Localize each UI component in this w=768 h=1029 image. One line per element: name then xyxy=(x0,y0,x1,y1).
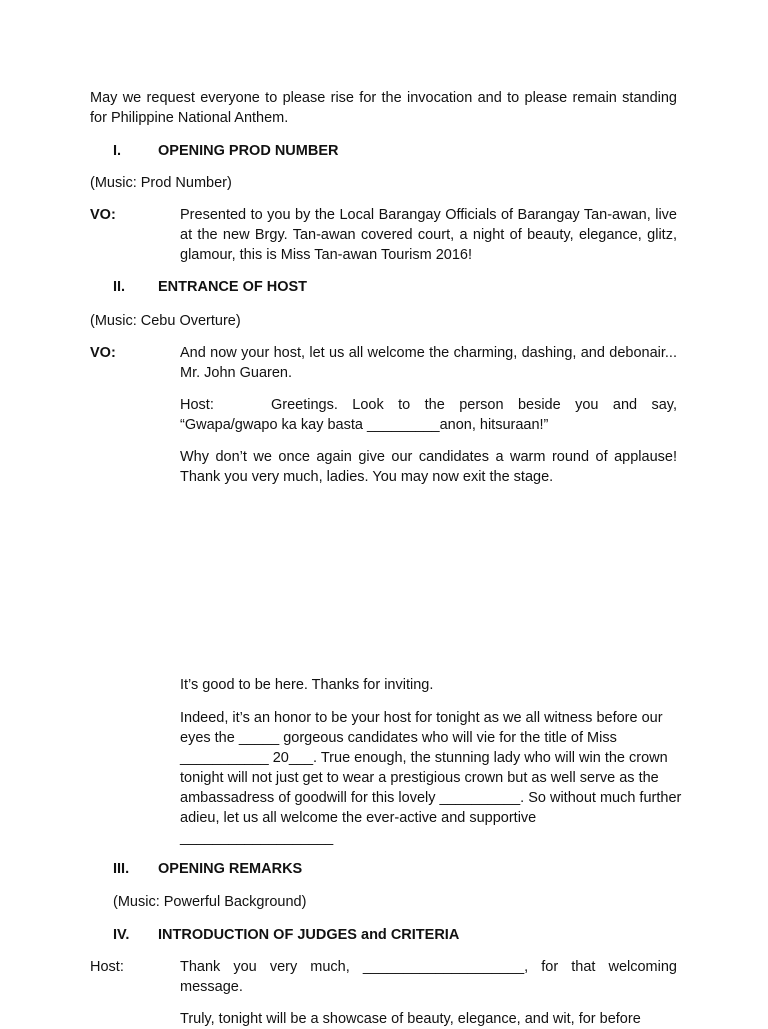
applause-line: Why don’t we once again give our candidates a warm round of applause! Thank you very much, ladies. You may now exit the stage. xyxy=(180,449,677,485)
host-greet-line: Greetings. Look to the person beside you and say, “Gwapa/gwapo ka kay basta _________anon, hitsuraan!” xyxy=(180,397,677,433)
section-4-number: IV. xyxy=(113,927,130,943)
host-label: Host: xyxy=(90,959,124,975)
section-4-title: INTRODUCTION OF JUDGES and CRITERIA xyxy=(158,927,460,943)
music-cue-3: (Music: Powerful Background) xyxy=(113,894,307,910)
good-to-be-here-line: It’s good to be here. Thanks for inviting. xyxy=(180,677,434,693)
section-3-title: OPENING REMARKS xyxy=(158,861,303,877)
vo-label-1: VO: xyxy=(90,207,116,223)
host-greet-label: Host: xyxy=(180,397,214,413)
music-cue-2: (Music: Cebu Overture) xyxy=(90,313,241,329)
section-1-number: I. xyxy=(113,143,122,159)
truly-line: Truly, tonight will be a showcase of beauty, elegance, and wit, for before xyxy=(180,1011,641,1027)
vo-line-2: And now your host, let us all welcome the charming, dashing, and debonair... Mr. John Guaren. xyxy=(180,345,677,381)
section-2-number: II. xyxy=(113,279,126,295)
section-2-title: ENTRANCE OF HOST xyxy=(158,279,308,295)
indeed-paragraph: Indeed, it’s an honor to be your host for tonight as we all witness before our eyes the _____ gorgeous candidates who will vie for the title of Miss ___________ 20___. True enough, the stunning lady who will win the crown tonight will not just get to wear a prestigious crown but as well serve as the ambassadress of goodwill for this lovely __________. So without much further adieu, let us all welcome the ever-active and supportive ___________________ xyxy=(180,710,682,846)
thank-you-line: Thank you very much, ____________________, for that welcoming message. xyxy=(180,959,677,995)
section-3-number: III. xyxy=(113,861,130,877)
vo-label-2: VO: xyxy=(90,345,116,361)
intro-paragraph: May we request everyone to please rise for the invocation and to please remain standing for Philippine National Anthem. xyxy=(90,90,677,126)
vo-line-1: Presented to you by the Local Barangay Officials of Barangay Tan-awan, live at the new Brgy. Tan-awan covered court, a night of beauty, elegance, glitz, glamour, this is Miss Tan-awan Tourism 2016! xyxy=(180,207,677,263)
section-1-title: OPENING PROD NUMBER xyxy=(158,143,339,159)
music-cue-1: (Music: Prod Number) xyxy=(90,175,232,191)
